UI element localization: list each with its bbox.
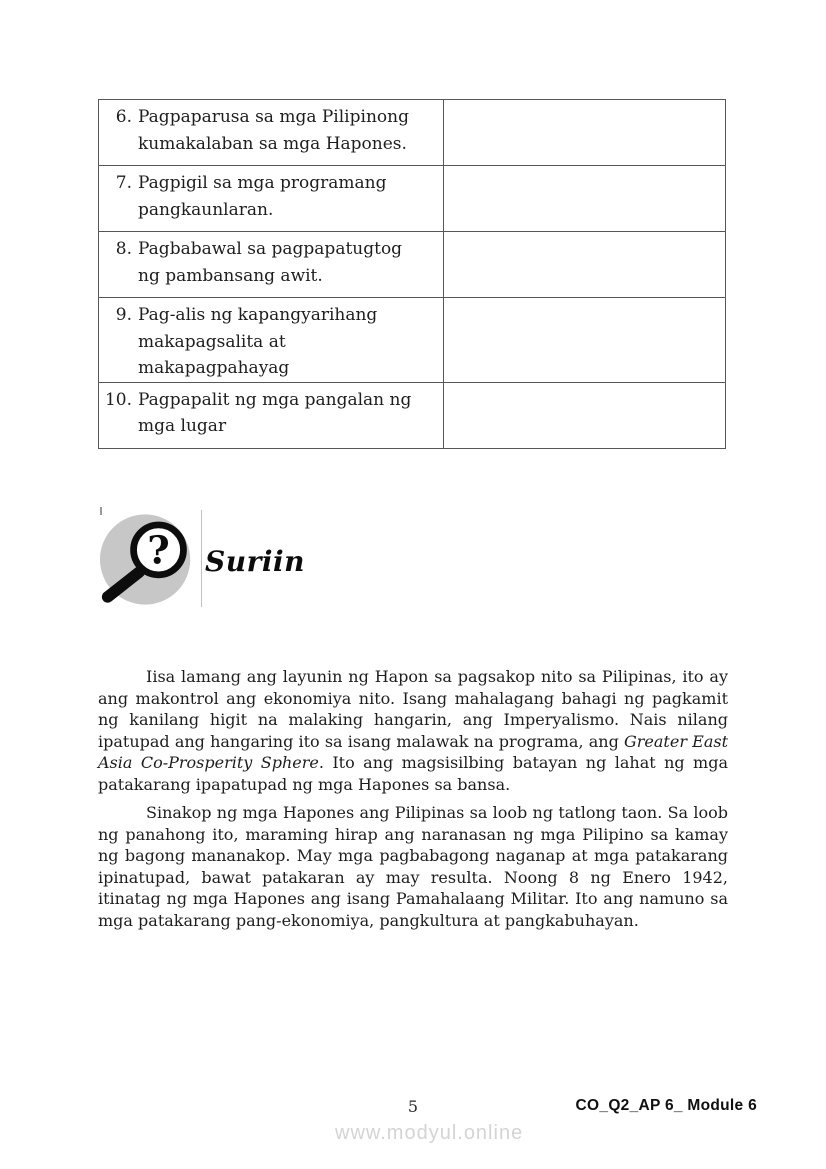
module-code: CO_Q2_AP 6_ Module 6: [575, 1097, 757, 1114]
answer-cell: [444, 382, 726, 448]
paragraph-1: [98, 666, 728, 795]
watermark: www.modyul.online: [335, 1122, 524, 1144]
item-number: 6.: [115, 107, 132, 127]
paragraph-1-lead: Iisa lamang ang layunin ng Hapon sa pagsakop nito sa Pilipinas, ito ay ang makontrol ang ekonomiya nito. Isang mahalagang bahagi ng pagkamit ng kanilang higit na malaking hangarin, ang Imperyalismo. Nais nilang ipatupad ang hangaring ito sa isang malawak na programa, ang: [98, 667, 728, 751]
page-number: 5: [407, 1097, 419, 1116]
item-number: 7.: [115, 173, 132, 193]
item-number: 9.: [115, 305, 132, 325]
table-row: [99, 100, 726, 166]
question-cell: [99, 302, 443, 382]
item-number: 8.: [115, 239, 132, 259]
paragraph-1-tail: . Ito ang magsisilbing batayan ng lahat ng mga patakarang ipapatupad ng mga Hapones sa bansa.: [98, 753, 729, 794]
table-row: [99, 166, 726, 232]
answers-table: [98, 99, 726, 449]
answer-cell: [444, 298, 726, 383]
question-cell: [99, 170, 443, 223]
question-cell: [99, 236, 443, 289]
paragraph-1-italic-phrase: Greater East Asia Co-Prosperity Sphere: [98, 731, 728, 772]
body-text: [98, 666, 728, 931]
magnifying-glass-question-icon: [99, 511, 195, 608]
item-number: 10.: [104, 389, 132, 410]
svg-text:?: ?: [147, 528, 170, 574]
item-text: Pagpapalit ng mga pangalan ng mga lugar: [138, 389, 412, 436]
answer-cell: [444, 100, 726, 166]
table-row: [99, 382, 726, 448]
item-text: Pagpigil sa mga programang pangkaunlaran.: [138, 173, 387, 220]
table-row: [99, 232, 726, 298]
table-row: [99, 298, 726, 383]
section-divider-line: [201, 510, 202, 607]
paragraph-2: Sinakop ng mga Hapones ang Pilipinas sa loob ng tatlong taon. Sa loob ng panahong ito, maraming hirap ang naranasan ng mga Pilipino sa kamay ng bagong mananakop. May mga pagbabagong naganap at mga patakarang ipinatupad, bawat patakaran ay may resulta. Noong 8 ng Enero 1942, itinatag ng mga Hapones ang isang Pamahalaang Militar. Ito ang namuno sa mga patakarang pang-ekonomiya, pangkultura at pangkabuhayan.: [98, 803, 728, 930]
question-cell: [99, 104, 443, 157]
answer-cell: [444, 166, 726, 232]
item-text: Pagbabawal sa pagpapatugtog ng pambansang awit.: [138, 239, 403, 286]
question-cell: [99, 387, 443, 440]
item-text: Pag-alis ng kapangyarihang makapagsalita at makapagpahayag: [138, 305, 378, 378]
answer-cell: [444, 232, 726, 298]
section-title: Suriin: [205, 545, 305, 578]
item-text: Pagpaparusa sa mga Pilipinong kumakalaban sa mga Hapones.: [138, 107, 409, 154]
